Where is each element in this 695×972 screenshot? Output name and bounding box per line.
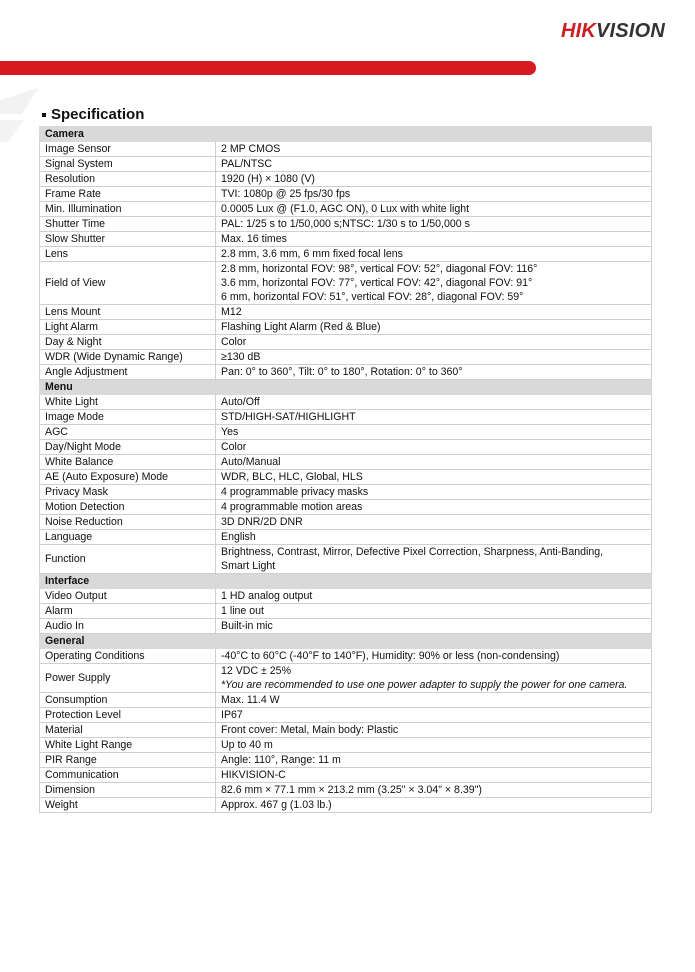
spec-row (40, 350, 652, 365)
spec-value (216, 545, 652, 574)
spec-row (40, 202, 652, 217)
spec-value-line: 1 line out (221, 605, 264, 617)
spec-value-line: 82.6 mm × 77.1 mm × 213.2 mm (3.25" × 3.04" × 8.39") (221, 784, 482, 796)
spec-value (216, 217, 652, 232)
spec-value (216, 470, 652, 485)
spec-value-line: Color (221, 336, 247, 348)
spec-row (40, 440, 652, 455)
group-header-row (40, 127, 652, 142)
spec-row (40, 783, 652, 798)
hikvision-logo (561, 20, 665, 43)
spec-label: Day & Night (40, 335, 216, 350)
spec-row (40, 708, 652, 723)
spec-row (40, 410, 652, 425)
spec-label: Protection Level (40, 708, 216, 723)
spec-row (40, 649, 652, 664)
spec-value (216, 425, 652, 440)
spec-value-line: Max. 16 times (221, 233, 287, 245)
spec-label: White Balance (40, 455, 216, 470)
spec-value (216, 262, 652, 305)
spec-label: Power Supply (40, 664, 216, 693)
spec-row (40, 798, 652, 813)
spec-value-line: 0.0005 Lux @ (F1.0, AGC ON), 0 Lux with white light (221, 203, 470, 215)
spec-label: AGC (40, 425, 216, 440)
section-title (42, 106, 144, 123)
spec-value-line: PAL/NTSC (221, 158, 273, 170)
spec-value-line: Auto/Manual (221, 456, 281, 468)
spec-value (216, 738, 652, 753)
spec-row (40, 530, 652, 545)
spec-label: Communication (40, 768, 216, 783)
spec-value (216, 247, 652, 262)
spec-value-line: 1 HD analog output (221, 590, 313, 602)
spec-label: Privacy Mask (40, 485, 216, 500)
spec-value (216, 649, 652, 664)
spec-label: Angle Adjustment (40, 365, 216, 380)
spec-label: Noise Reduction (40, 515, 216, 530)
spec-row (40, 395, 652, 410)
spec-value (216, 320, 652, 335)
spec-row (40, 738, 652, 753)
spec-label: Shutter Time (40, 217, 216, 232)
spec-value-line: 2 MP CMOS (221, 143, 281, 155)
spec-row (40, 753, 652, 768)
spec-label: White Light Range (40, 738, 216, 753)
spec-value (216, 619, 652, 634)
spec-value-line: STD/HIGH-SAT/HIGHLIGHT (221, 411, 356, 423)
spec-value (216, 798, 652, 813)
spec-row (40, 664, 652, 693)
logo-text-vision: VISION (596, 20, 665, 42)
spec-value-line: Angle: 110°, Range: 11 m (221, 754, 341, 766)
group-header-interface: Interface (40, 574, 652, 589)
spec-value (216, 708, 652, 723)
spec-label: Frame Rate (40, 187, 216, 202)
spec-value-line: ≥130 dB (221, 351, 261, 363)
spec-value-line: 12 VDC ± 25% (221, 665, 291, 677)
spec-value (216, 455, 652, 470)
spec-value-line: Pan: 0° to 360°, Tilt: 0° to 180°, Rotation: 0° to 360° (221, 366, 463, 378)
spec-label: Video Output (40, 589, 216, 604)
specification-table-body (40, 127, 652, 813)
spec-value-line: WDR, BLC, HLC, Global, HLS (221, 471, 363, 483)
spec-value (216, 768, 652, 783)
section-title-text: Specification (51, 106, 145, 123)
spec-value-line: Max. 11.4 W (221, 694, 280, 706)
spec-row (40, 187, 652, 202)
specification-table (39, 126, 652, 813)
spec-label: Image Sensor (40, 142, 216, 157)
spec-value-line: 2.8 mm, 3.6 mm, 6 mm fixed focal lens (221, 248, 403, 260)
spec-value-line: IP67 (221, 709, 243, 721)
spec-value-line: 2.8 mm, horizontal FOV: 98°, vertical FOV: 52°, diagonal FOV: 116° (221, 263, 538, 275)
spec-label: Slow Shutter (40, 232, 216, 247)
spec-value (216, 232, 652, 247)
spec-row (40, 142, 652, 157)
spec-value (216, 187, 652, 202)
group-header-menu: Menu (40, 380, 652, 395)
spec-value-line: Auto/Off (221, 396, 260, 408)
spec-value-line: TVI: 1080p @ 25 fps/30 fps (221, 188, 351, 200)
spec-value-line: 6 mm, horizontal FOV: 51°, vertical FOV: 28°, diagonal FOV: 59° (221, 291, 524, 303)
spec-label: Resolution (40, 172, 216, 187)
spec-row (40, 470, 652, 485)
spec-value-line: PAL: 1/25 s to 1/50,000 s;NTSC: 1/30 s to 1/50,000 s (221, 218, 470, 230)
spec-label: Min. Illumination (40, 202, 216, 217)
group-header-row (40, 574, 652, 589)
group-header-general: General (40, 634, 652, 649)
spec-row (40, 545, 652, 574)
spec-label: Light Alarm (40, 320, 216, 335)
spec-row (40, 589, 652, 604)
spec-label: Consumption (40, 693, 216, 708)
spec-label: Alarm (40, 604, 216, 619)
spec-value-line: M12 (221, 306, 242, 318)
spec-value-line: English (221, 531, 256, 543)
spec-row (40, 247, 652, 262)
spec-value (216, 589, 652, 604)
spec-value-line: Color (221, 441, 247, 453)
spec-value (216, 172, 652, 187)
spec-label: Dimension (40, 783, 216, 798)
spec-row (40, 768, 652, 783)
spec-row (40, 515, 652, 530)
spec-value (216, 515, 652, 530)
spec-value-line: Up to 40 m (221, 739, 273, 751)
spec-value-line: 4 programmable privacy masks (221, 486, 369, 498)
group-header-row (40, 634, 652, 649)
spec-label: Weight (40, 798, 216, 813)
spec-row (40, 485, 652, 500)
spec-row (40, 172, 652, 187)
spec-label: Audio In (40, 619, 216, 634)
spec-value-line: HIKVISION-C (221, 769, 286, 781)
spec-value (216, 157, 652, 172)
spec-label: Lens Mount (40, 305, 216, 320)
spec-value-line: Built-in mic (221, 620, 273, 632)
spec-label: Language (40, 530, 216, 545)
spec-value (216, 440, 652, 455)
spec-row (40, 723, 652, 738)
spec-value-line: Brightness, Contrast, Mirror, Defective Pixel Correction, Sharpness, Anti-Banding, (221, 546, 604, 558)
spec-value (216, 723, 652, 738)
spec-value (216, 335, 652, 350)
spec-label: PIR Range (40, 753, 216, 768)
spec-value-line: Smart Light (221, 560, 276, 572)
spec-label: Function (40, 545, 216, 574)
header-red-bar (0, 61, 536, 75)
spec-label: White Light (40, 395, 216, 410)
spec-value (216, 783, 652, 798)
spec-row (40, 619, 652, 634)
spec-row (40, 365, 652, 380)
spec-value (216, 202, 652, 217)
spec-value (216, 500, 652, 515)
group-header-camera: Camera (40, 127, 652, 142)
spec-row (40, 604, 652, 619)
spec-value (216, 305, 652, 320)
spec-row (40, 425, 652, 440)
bullet-icon (42, 113, 46, 117)
spec-value (216, 753, 652, 768)
spec-value (216, 410, 652, 425)
spec-value (216, 604, 652, 619)
spec-row (40, 262, 652, 305)
spec-label: WDR (Wide Dynamic Range) (40, 350, 216, 365)
spec-value (216, 530, 652, 545)
spec-row (40, 455, 652, 470)
spec-row (40, 157, 652, 172)
spec-label: Field of View (40, 262, 216, 305)
logo-text-hik: HIK (560, 20, 596, 42)
spec-label: Image Mode (40, 410, 216, 425)
spec-label: Day/Night Mode (40, 440, 216, 455)
spec-value (216, 664, 652, 693)
spec-label: Operating Conditions (40, 649, 216, 664)
spec-label: Lens (40, 247, 216, 262)
spec-value-line: Approx. 467 g (1.03 lb.) (221, 799, 332, 811)
spec-row (40, 217, 652, 232)
spec-value-line: -40°C to 60°C (-40°F to 140°F), Humidity: 90% or less (non-condensing) (221, 650, 560, 662)
spec-row (40, 693, 652, 708)
spec-label: Material (40, 723, 216, 738)
spec-row (40, 305, 652, 320)
spec-value-line: 3.6 mm, horizontal FOV: 77°, vertical FOV: 42°, diagonal FOV: 91° (221, 277, 533, 289)
spec-value-note: *You are recommended to use one power adapter to supply the power for one camera. (221, 679, 628, 691)
spec-label: Motion Detection (40, 500, 216, 515)
spec-row (40, 320, 652, 335)
group-header-row (40, 380, 652, 395)
spec-row (40, 232, 652, 247)
spec-value (216, 142, 652, 157)
spec-value (216, 350, 652, 365)
spec-value (216, 365, 652, 380)
spec-value-line: 4 programmable motion areas (221, 501, 363, 513)
spec-value-line: 1920 (H) × 1080 (V) (221, 173, 315, 185)
spec-row (40, 335, 652, 350)
spec-row (40, 500, 652, 515)
spec-label: Signal System (40, 157, 216, 172)
spec-value (216, 395, 652, 410)
spec-value-line: Yes (221, 426, 239, 438)
spec-value-line: 3D DNR/2D DNR (221, 516, 303, 528)
spec-value-line: Flashing Light Alarm (Red & Blue) (221, 321, 381, 333)
spec-label: AE (Auto Exposure) Mode (40, 470, 216, 485)
spec-value (216, 693, 652, 708)
spec-value-line: Front cover: Metal, Main body: Plastic (221, 724, 399, 736)
spec-value (216, 485, 652, 500)
